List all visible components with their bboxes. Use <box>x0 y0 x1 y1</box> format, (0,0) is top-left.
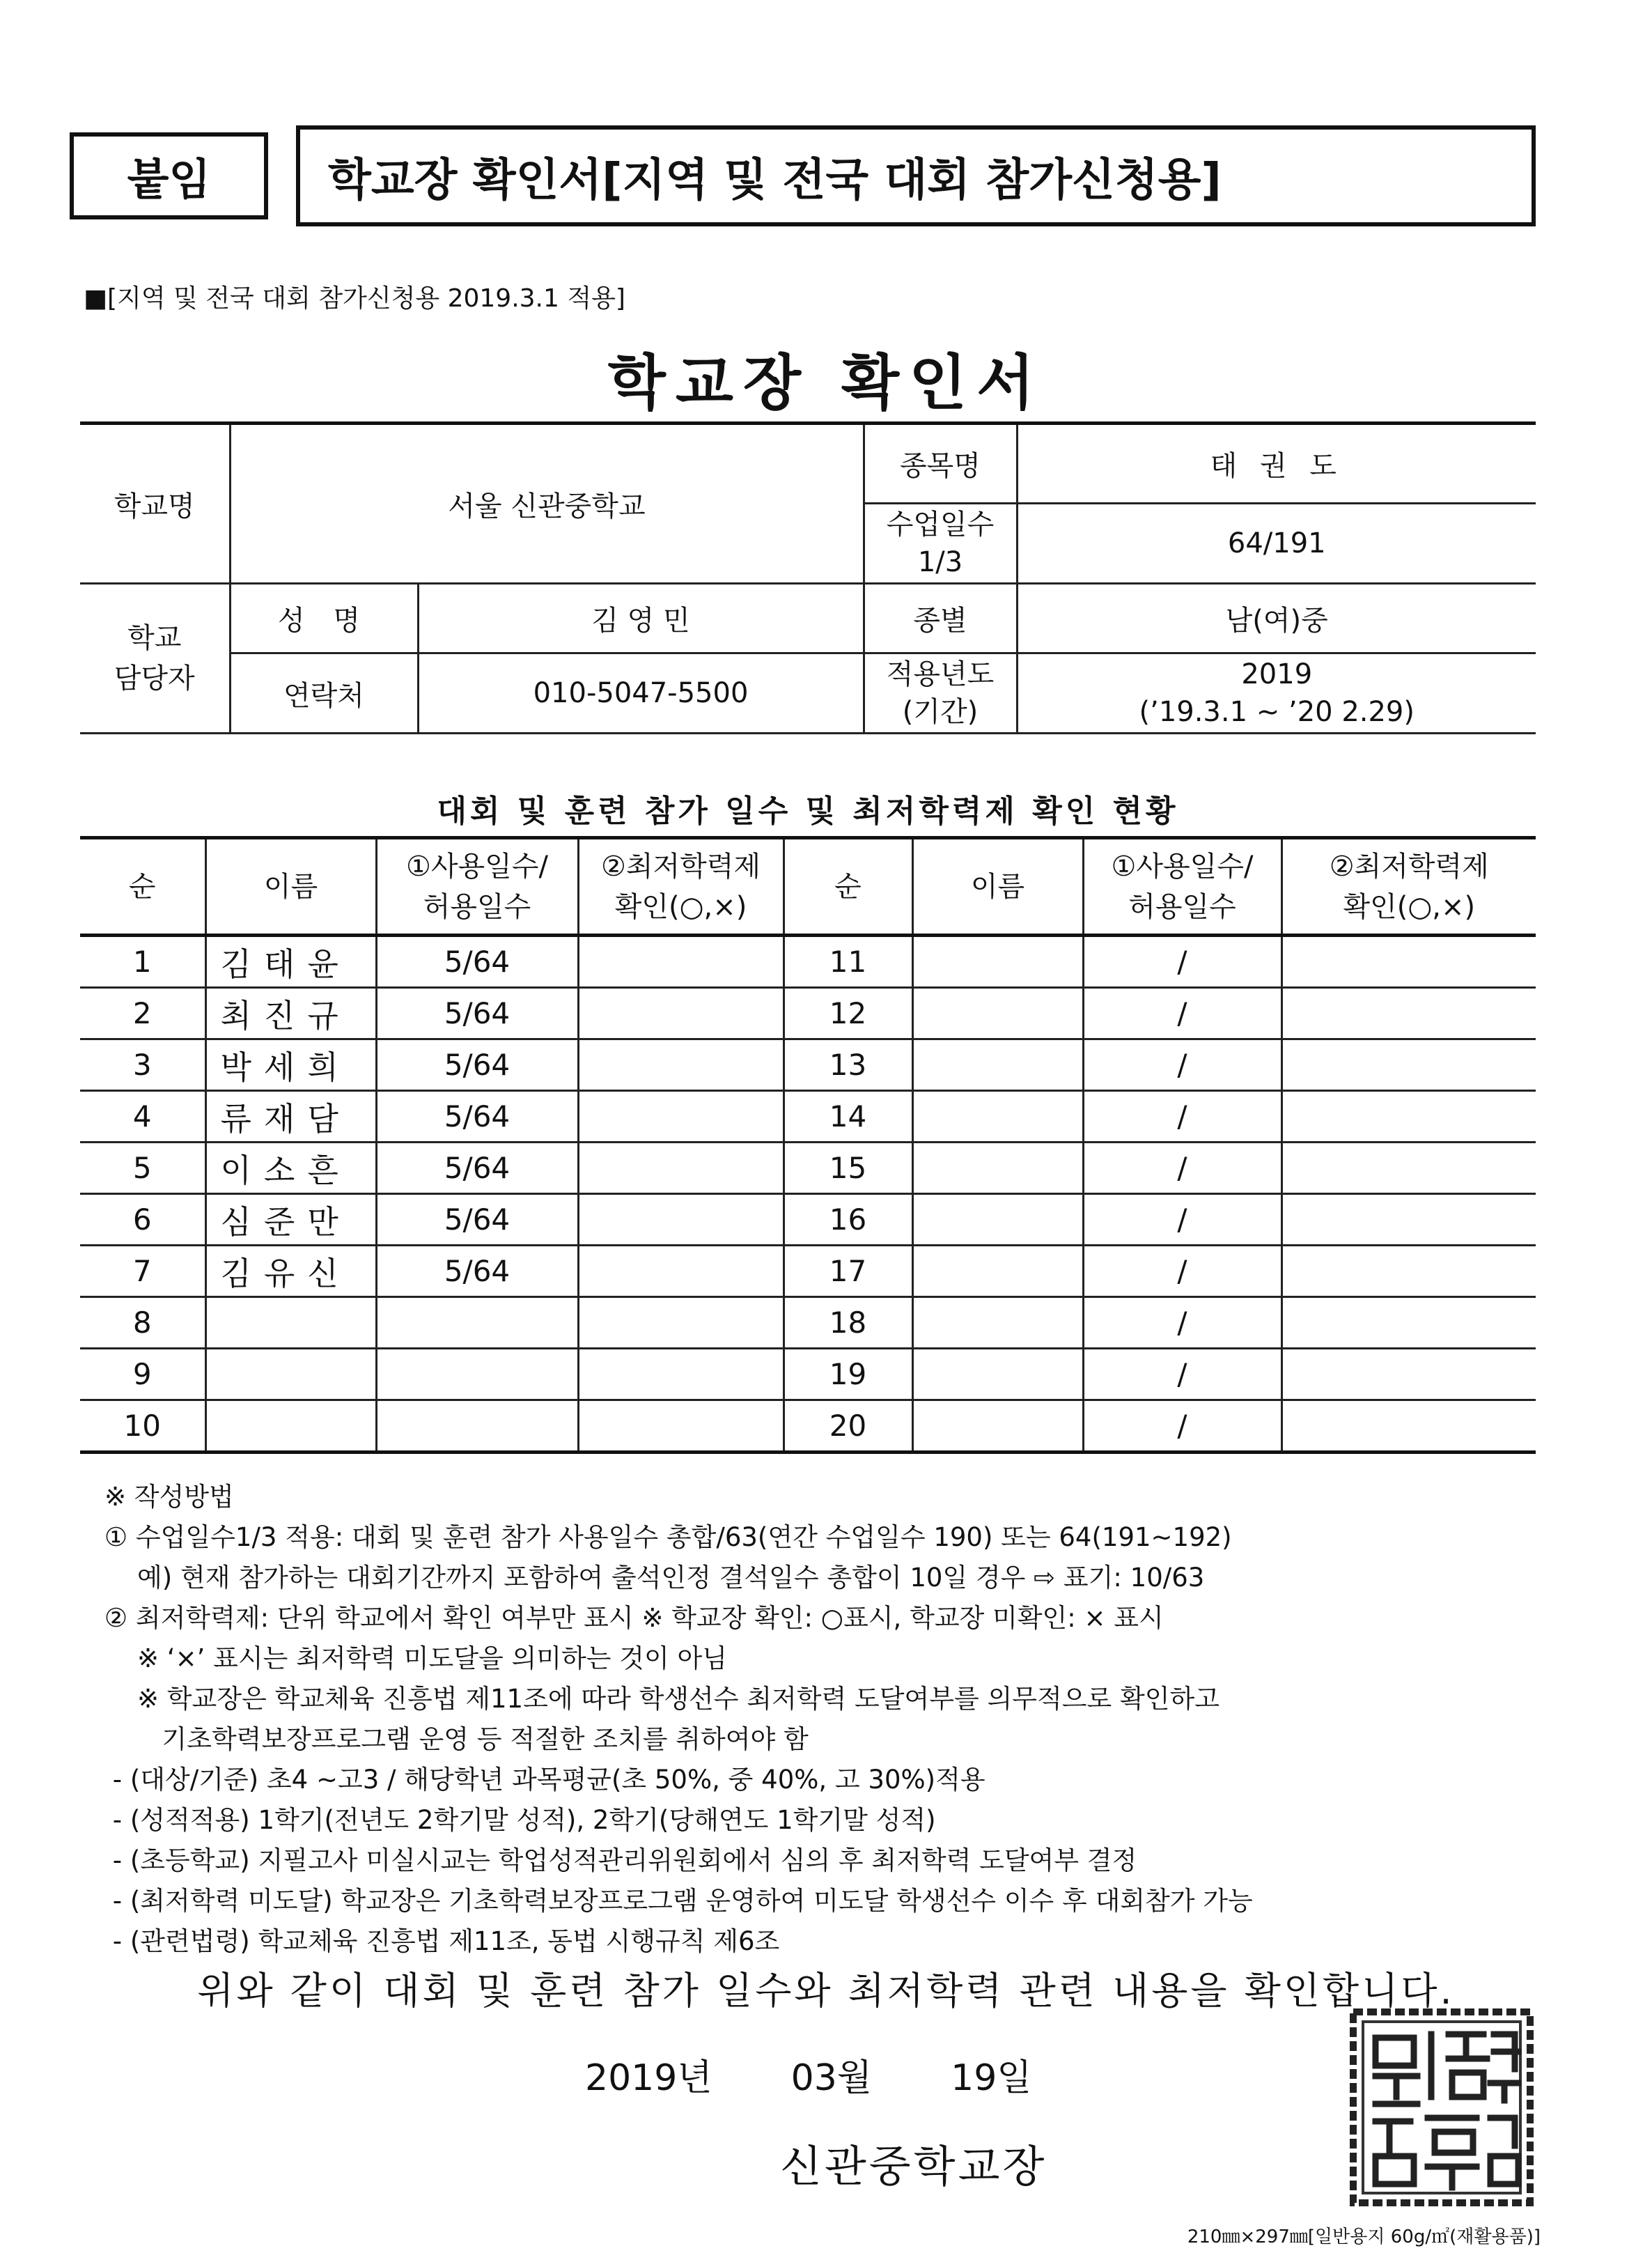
days-cell: / <box>1083 1039 1281 1091</box>
days-cell: 5/64 <box>376 1246 578 1297</box>
check-cell <box>578 988 784 1039</box>
note-line: - (관련법령) 학교체육 진흥법 제11조, 동법 시행규칙 제6조 <box>104 1926 780 1956</box>
phone-value-cell <box>418 653 864 734</box>
document-header-title-text: 학교장 확인서[지역 및 전국 대회 참가신청용] <box>328 154 1222 206</box>
name-cell <box>912 1297 1083 1349</box>
col-days-left-2: 허용일수 <box>423 890 531 923</box>
name-cell: 심준만 <box>205 1194 376 1246</box>
name-cell <box>205 1297 376 1349</box>
table-header-row <box>80 838 1536 936</box>
check-cell <box>578 1349 784 1400</box>
check-cell <box>1281 1349 1536 1400</box>
contact-person-label-cell <box>80 584 230 734</box>
form-version-line: ■[지역 및 전국 대회 참가신청용 2019.3.1 적용] <box>84 284 625 313</box>
check-cell <box>1281 988 1536 1039</box>
no-cell: 12 <box>784 988 912 1039</box>
col-days-right-2: 허용일수 <box>1128 890 1236 923</box>
table-row <box>80 1143 1536 1194</box>
attachment-tag-text: 붙임 <box>127 154 211 205</box>
days-cell: 5/64 <box>376 1143 578 1194</box>
instructions-notes <box>104 1477 1553 1962</box>
contact-person-label-1: 학교 <box>127 622 182 654</box>
gender-value: 남(여)중 <box>1225 605 1328 637</box>
table-row <box>80 1246 1536 1297</box>
no-cell: 6 <box>80 1194 205 1246</box>
note-line: ※ ‘×’ 표시는 최저학력 미도달을 의미하는 것이 아님 <box>104 1643 727 1673</box>
school-info-table <box>80 421 1536 734</box>
note-line: - (초등학교) 지필고사 미실시교는 학업성적관리위원회에서 심의 후 최저학력 도달여부 결정 <box>104 1845 1137 1875</box>
name-cell: 김태윤 <box>205 936 376 988</box>
col-acad-right-1: ②최저학력제 <box>1329 850 1489 883</box>
page-title: 학교장 확인서 <box>607 348 1045 418</box>
no-cell: 8 <box>80 1297 205 1349</box>
name-cell <box>912 936 1083 988</box>
participants-table <box>80 836 1536 1454</box>
year-label-2: (기간) <box>902 696 979 728</box>
days-cell <box>376 1349 578 1400</box>
year-value-1: 2019 <box>1241 658 1313 690</box>
table-row <box>80 1091 1536 1143</box>
signature-date <box>585 2048 1032 2100</box>
note-line: ※ 작성방법 <box>104 1482 234 1512</box>
check-cell <box>1281 1039 1536 1091</box>
check-cell <box>1281 1091 1536 1143</box>
check-cell <box>1281 1297 1536 1349</box>
name-value: 김 영 민 <box>591 605 690 637</box>
document-header-title <box>296 125 1536 226</box>
days-cell: / <box>1083 1297 1281 1349</box>
check-cell <box>578 1039 784 1091</box>
phone-label-cell <box>230 653 418 734</box>
class-days-label-1: 수업일수 <box>886 509 995 541</box>
days-cell <box>376 1400 578 1453</box>
no-cell: 10 <box>80 1400 205 1453</box>
days-cell: 5/64 <box>376 988 578 1039</box>
name-cell: 이소흔 <box>205 1143 376 1194</box>
table-row <box>80 936 1536 988</box>
note-line: 기초학력보장프로그램 운영 등 적절한 조치를 취하여야 함 <box>104 1724 809 1754</box>
col-acad-right-2: 확인(○,×) <box>1343 890 1476 923</box>
check-cell <box>578 1297 784 1349</box>
name-cell: 김유신 <box>205 1246 376 1297</box>
table-row <box>80 988 1536 1039</box>
name-cell <box>912 988 1083 1039</box>
no-cell: 18 <box>784 1297 912 1349</box>
note-line: ※ 학교장은 학교체육 진흥법 제11조에 따라 학생선수 최저학력 도달여부를 의무적으로 확인하고 <box>104 1684 1219 1714</box>
check-cell <box>578 1194 784 1246</box>
class-days-label-2: 1/3 <box>917 546 963 578</box>
name-value-cell <box>418 584 864 653</box>
date-day: 19일 <box>951 2057 1032 2099</box>
no-cell: 19 <box>784 1349 912 1400</box>
days-cell: / <box>1083 1143 1281 1194</box>
name-cell <box>205 1349 376 1400</box>
name-label: 성 명 <box>278 605 370 637</box>
gender-value-cell <box>1017 584 1536 653</box>
no-cell: 4 <box>80 1091 205 1143</box>
attachment-tag <box>70 132 268 219</box>
days-cell: / <box>1083 1349 1281 1400</box>
no-cell: 11 <box>784 936 912 988</box>
name-cell: 류재담 <box>205 1091 376 1143</box>
name-cell <box>912 1039 1083 1091</box>
col-days-left-1: ①사용일수/ <box>406 850 548 883</box>
confirmation-statement: 위와 같이 대회 및 훈련 참가 일수와 최저학력 관련 내용을 확인합니다. <box>197 1969 1455 2013</box>
name-cell <box>912 1091 1083 1143</box>
contact-person-label-2: 담당자 <box>114 663 195 695</box>
school-name-cell <box>230 424 864 584</box>
year-label-cell <box>864 653 1017 734</box>
sport-value: 태 권 도 <box>1210 450 1343 482</box>
year-label-1: 적용년도 <box>886 658 995 690</box>
col-name-left: 이름 <box>205 838 376 936</box>
col-acad-left <box>578 838 784 936</box>
note-line: 예) 현재 참가하는 대회기간까지 포함하여 출석인정 결석일수 총합이 10일 경우 ⇨ 표기: 10/63 <box>104 1563 1205 1593</box>
col-days-right-1: ①사용일수/ <box>1111 850 1254 883</box>
days-cell: 5/64 <box>376 1091 578 1143</box>
days-cell: / <box>1083 1194 1281 1246</box>
col-no-right: 순 <box>784 838 912 936</box>
col-acad-left-2: 확인(○,×) <box>614 890 747 923</box>
date-month: 03월 <box>790 2057 873 2099</box>
table-row <box>80 1039 1536 1091</box>
sport-label-cell <box>864 424 1017 504</box>
days-cell: / <box>1083 1091 1281 1143</box>
days-cell: 5/64 <box>376 1194 578 1246</box>
paper-spec-note: 210㎜×297㎜[일반용지 60g/㎡(재활용품)] <box>1187 2227 1541 2247</box>
col-name-right: 이름 <box>912 838 1083 936</box>
class-days-label-cell <box>864 504 1017 584</box>
note-line: - (성적적용) 1학기(전년도 2학기말 성적), 2학기(당해연도 1학기말 성적) <box>104 1805 936 1835</box>
no-cell: 17 <box>784 1246 912 1297</box>
name-cell <box>912 1143 1083 1194</box>
note-line: ② 최저학력제: 단위 학교에서 확인 여부만 표시 ※ 학교장 확인: ○표시, 학교장 미확인: × 표시 <box>104 1603 1164 1633</box>
check-cell <box>578 936 784 988</box>
check-cell <box>1281 936 1536 988</box>
sport-value-cell <box>1017 424 1536 504</box>
name-cell <box>912 1194 1083 1246</box>
no-cell: 14 <box>784 1091 912 1143</box>
table-row <box>80 1349 1536 1400</box>
gender-label: 종별 <box>913 605 967 637</box>
check-cell <box>1281 1143 1536 1194</box>
no-cell: 20 <box>784 1400 912 1453</box>
no-cell: 5 <box>80 1143 205 1194</box>
official-seal-stamp <box>1348 2006 1536 2208</box>
name-cell <box>912 1246 1083 1297</box>
school-label: 학교명 <box>114 490 195 522</box>
phone-value: 010-5047-5500 <box>533 677 749 709</box>
school-name: 서울 신관중학교 <box>448 490 646 522</box>
no-cell: 16 <box>784 1194 912 1246</box>
gender-label-cell <box>864 584 1017 653</box>
no-cell: 2 <box>80 988 205 1039</box>
check-cell <box>1281 1246 1536 1297</box>
phone-label: 연락처 <box>283 679 364 712</box>
note-line: - (최저학력 미도달) 학교장은 기초학력보장프로그램 운영하여 미도달 학생선수 이수 후 대회참가 가능 <box>104 1886 1253 1916</box>
check-cell <box>578 1246 784 1297</box>
name-cell <box>205 1400 376 1453</box>
section-title: 대회 및 훈련 참가 일수 및 최저학력제 확인 현황 <box>437 793 1179 829</box>
check-cell <box>1281 1400 1536 1453</box>
no-cell: 15 <box>784 1143 912 1194</box>
col-days-right <box>1083 838 1281 936</box>
name-cell <box>912 1349 1083 1400</box>
note-line: ① 수업일수1/3 적용: 대회 및 훈련 참가 사용일수 총합/63(연간 수업일수 190) 또는 64(191~192) <box>104 1522 1232 1552</box>
check-cell <box>1281 1194 1536 1246</box>
table-row <box>80 1194 1536 1246</box>
no-cell: 9 <box>80 1349 205 1400</box>
table-row <box>80 1297 1536 1349</box>
table-row <box>80 1400 1536 1453</box>
days-cell: 5/64 <box>376 1039 578 1091</box>
days-cell: / <box>1083 936 1281 988</box>
no-cell: 1 <box>80 936 205 988</box>
col-acad-left-1: ②최저학력제 <box>600 850 761 883</box>
days-cell: / <box>1083 1246 1281 1297</box>
col-no-left: 순 <box>80 838 205 936</box>
principal-signature-name: 신관중학교장 <box>780 2141 1047 2192</box>
days-cell <box>376 1297 578 1349</box>
class-days-value: 64/191 <box>1227 527 1326 559</box>
sport-label: 종목명 <box>900 450 981 482</box>
no-cell: 13 <box>784 1039 912 1091</box>
no-cell: 7 <box>80 1246 205 1297</box>
date-year: 2019년 <box>585 2057 712 2099</box>
name-cell: 박세희 <box>205 1039 376 1091</box>
year-value-cell <box>1017 653 1536 734</box>
col-days-left <box>376 838 578 936</box>
check-cell <box>578 1143 784 1194</box>
year-value-2: (’19.3.1 ~ ’20 2.29) <box>1139 696 1415 728</box>
name-label-cell <box>230 584 418 653</box>
school-label-cell <box>80 424 230 584</box>
days-cell: / <box>1083 988 1281 1039</box>
check-cell <box>578 1400 784 1453</box>
days-cell: 5/64 <box>376 936 578 988</box>
col-acad-right <box>1281 838 1536 936</box>
note-line: - (대상/기준) 초4 ~고3 / 해당학년 과목평균(초 50%, 중 40%, 고 30%)적용 <box>104 1765 985 1795</box>
check-cell <box>578 1091 784 1143</box>
days-cell: / <box>1083 1400 1281 1453</box>
name-cell <box>912 1400 1083 1453</box>
name-cell: 최진규 <box>205 988 376 1039</box>
no-cell: 3 <box>80 1039 205 1091</box>
class-days-value-cell <box>1017 504 1536 584</box>
